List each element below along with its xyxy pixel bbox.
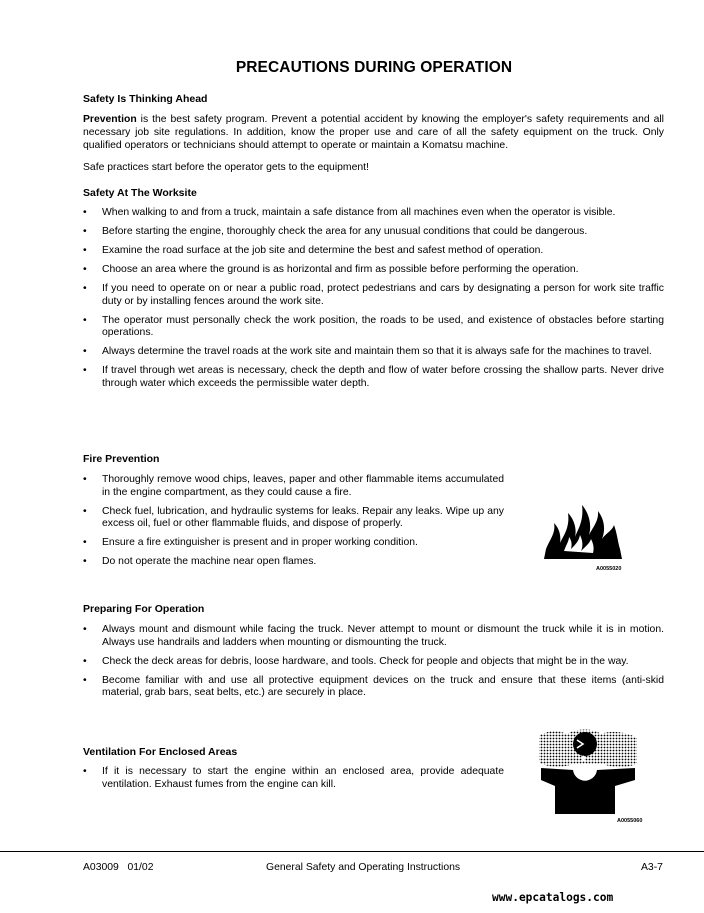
- heading-safety-thinking-ahead: Safety Is Thinking Ahead: [83, 93, 208, 105]
- safe-practices-paragraph: Safe practices start before the operator gets to the equipment!: [83, 162, 369, 173]
- fire-hazard-icon: [542, 499, 624, 563]
- page-title: PRECAUTIONS DURING OPERATION: [235, 59, 513, 76]
- heading-preparing-for-operation: Preparing For Operation: [83, 603, 205, 615]
- prevention-label: Prevention: [83, 114, 137, 125]
- heading-ventilation: Ventilation For Enclosed Areas: [83, 746, 238, 758]
- footer-divider: [0, 851, 704, 852]
- list-item: • Always determine the travel roads at the work site and maintain them so that it is always safe for the machines to travel.: [83, 346, 664, 359]
- list-item: • Become familiar with and use all protective equipment devices on the truck and ensure that these items (anti-skid material, grab bars, seat belts, etc.) are securely in place.: [83, 675, 664, 700]
- fire-figure-label: A0055020: [596, 566, 622, 572]
- fire-bullet-list: [83, 474, 504, 569]
- list-item: • Examine the road surface at the job site and determine the best and safest method of operation.: [83, 245, 664, 258]
- list-item: • Check fuel, lubrication, and hydraulic systems for leaks. Repair any leaks. Wipe up any excess oil, fuel or other flammable fluids, and dispose of properly.: [83, 506, 504, 531]
- footer-page-number: A3-7: [641, 862, 663, 873]
- prevention-paragraph: [83, 113, 664, 152]
- ventilation-bullet-list: [83, 766, 504, 791]
- list-item: • The operator must personally check the work position, the roads to be used, and existence of obstacles before starting operations.: [83, 315, 664, 340]
- prevention-text: is the best safety program. Prevent a potential accident by knowing the employer's safety requirements and all necessary job site regulations. In addition, know the proper use and care of all the safety equipment on the truck. Only qualified operators or technicians should attempt to operate or maintain a Komatsu machine.: [83, 114, 664, 151]
- list-item: • Check the deck areas for debris, loose hardware, and tools. Check for people and objects that might be in the way.: [83, 656, 664, 669]
- toxic-fumes-icon: [537, 728, 641, 816]
- worksite-bullet-list: [83, 207, 664, 390]
- list-item: • Choose an area where the ground is as horizontal and firm as possible before performing the operation.: [83, 264, 664, 277]
- footer-doc-id: A03009 01/02: [83, 862, 154, 873]
- heading-fire-prevention: Fire Prevention: [83, 453, 160, 465]
- preparing-bullet-list: [83, 624, 664, 700]
- list-item: • Ensure a fire extinguisher is present and in proper working condition.: [83, 537, 504, 550]
- list-item: • Do not operate the machine near open flames.: [83, 556, 504, 569]
- list-item: • Thoroughly remove wood chips, leaves, paper and other flammable items accumulated in the engine compartment, as they could cause a fire.: [83, 474, 504, 499]
- list-item: • If it is necessary to start the engine within an enclosed area, provide adequate ventilation. Exhaust fumes from the engine can kill.: [83, 766, 504, 791]
- fumes-figure-label: A0055060: [617, 818, 643, 824]
- list-item: • If you need to operate on or near a public road, protect pedestrians and cars by designating a person for work site traffic duty or by installing fences around the work site.: [83, 283, 664, 308]
- list-item: • If travel through wet areas is necessary, check the depth and flow of water before crossing the shallow parts. Never drive through water which exceeds the permissible water depth.: [83, 365, 664, 390]
- heading-safety-at-worksite: Safety At The Worksite: [83, 187, 197, 199]
- footer-title: General Safety and Operating Instructions: [266, 862, 461, 873]
- website-link[interactable]: www.epcatalogs.com: [492, 891, 614, 904]
- list-item: • Before starting the engine, thoroughly check the area for any unusual conditions that could be dangerous.: [83, 226, 664, 239]
- list-item: • When walking to and from a truck, maintain a safe distance from all machines even when the operator is visible.: [83, 207, 664, 220]
- list-item: • Always mount and dismount while facing the truck. Never attempt to mount or dismount the truck while it is in motion. Always use handrails and ladders when mounting or dismounting the truck.: [83, 624, 664, 649]
